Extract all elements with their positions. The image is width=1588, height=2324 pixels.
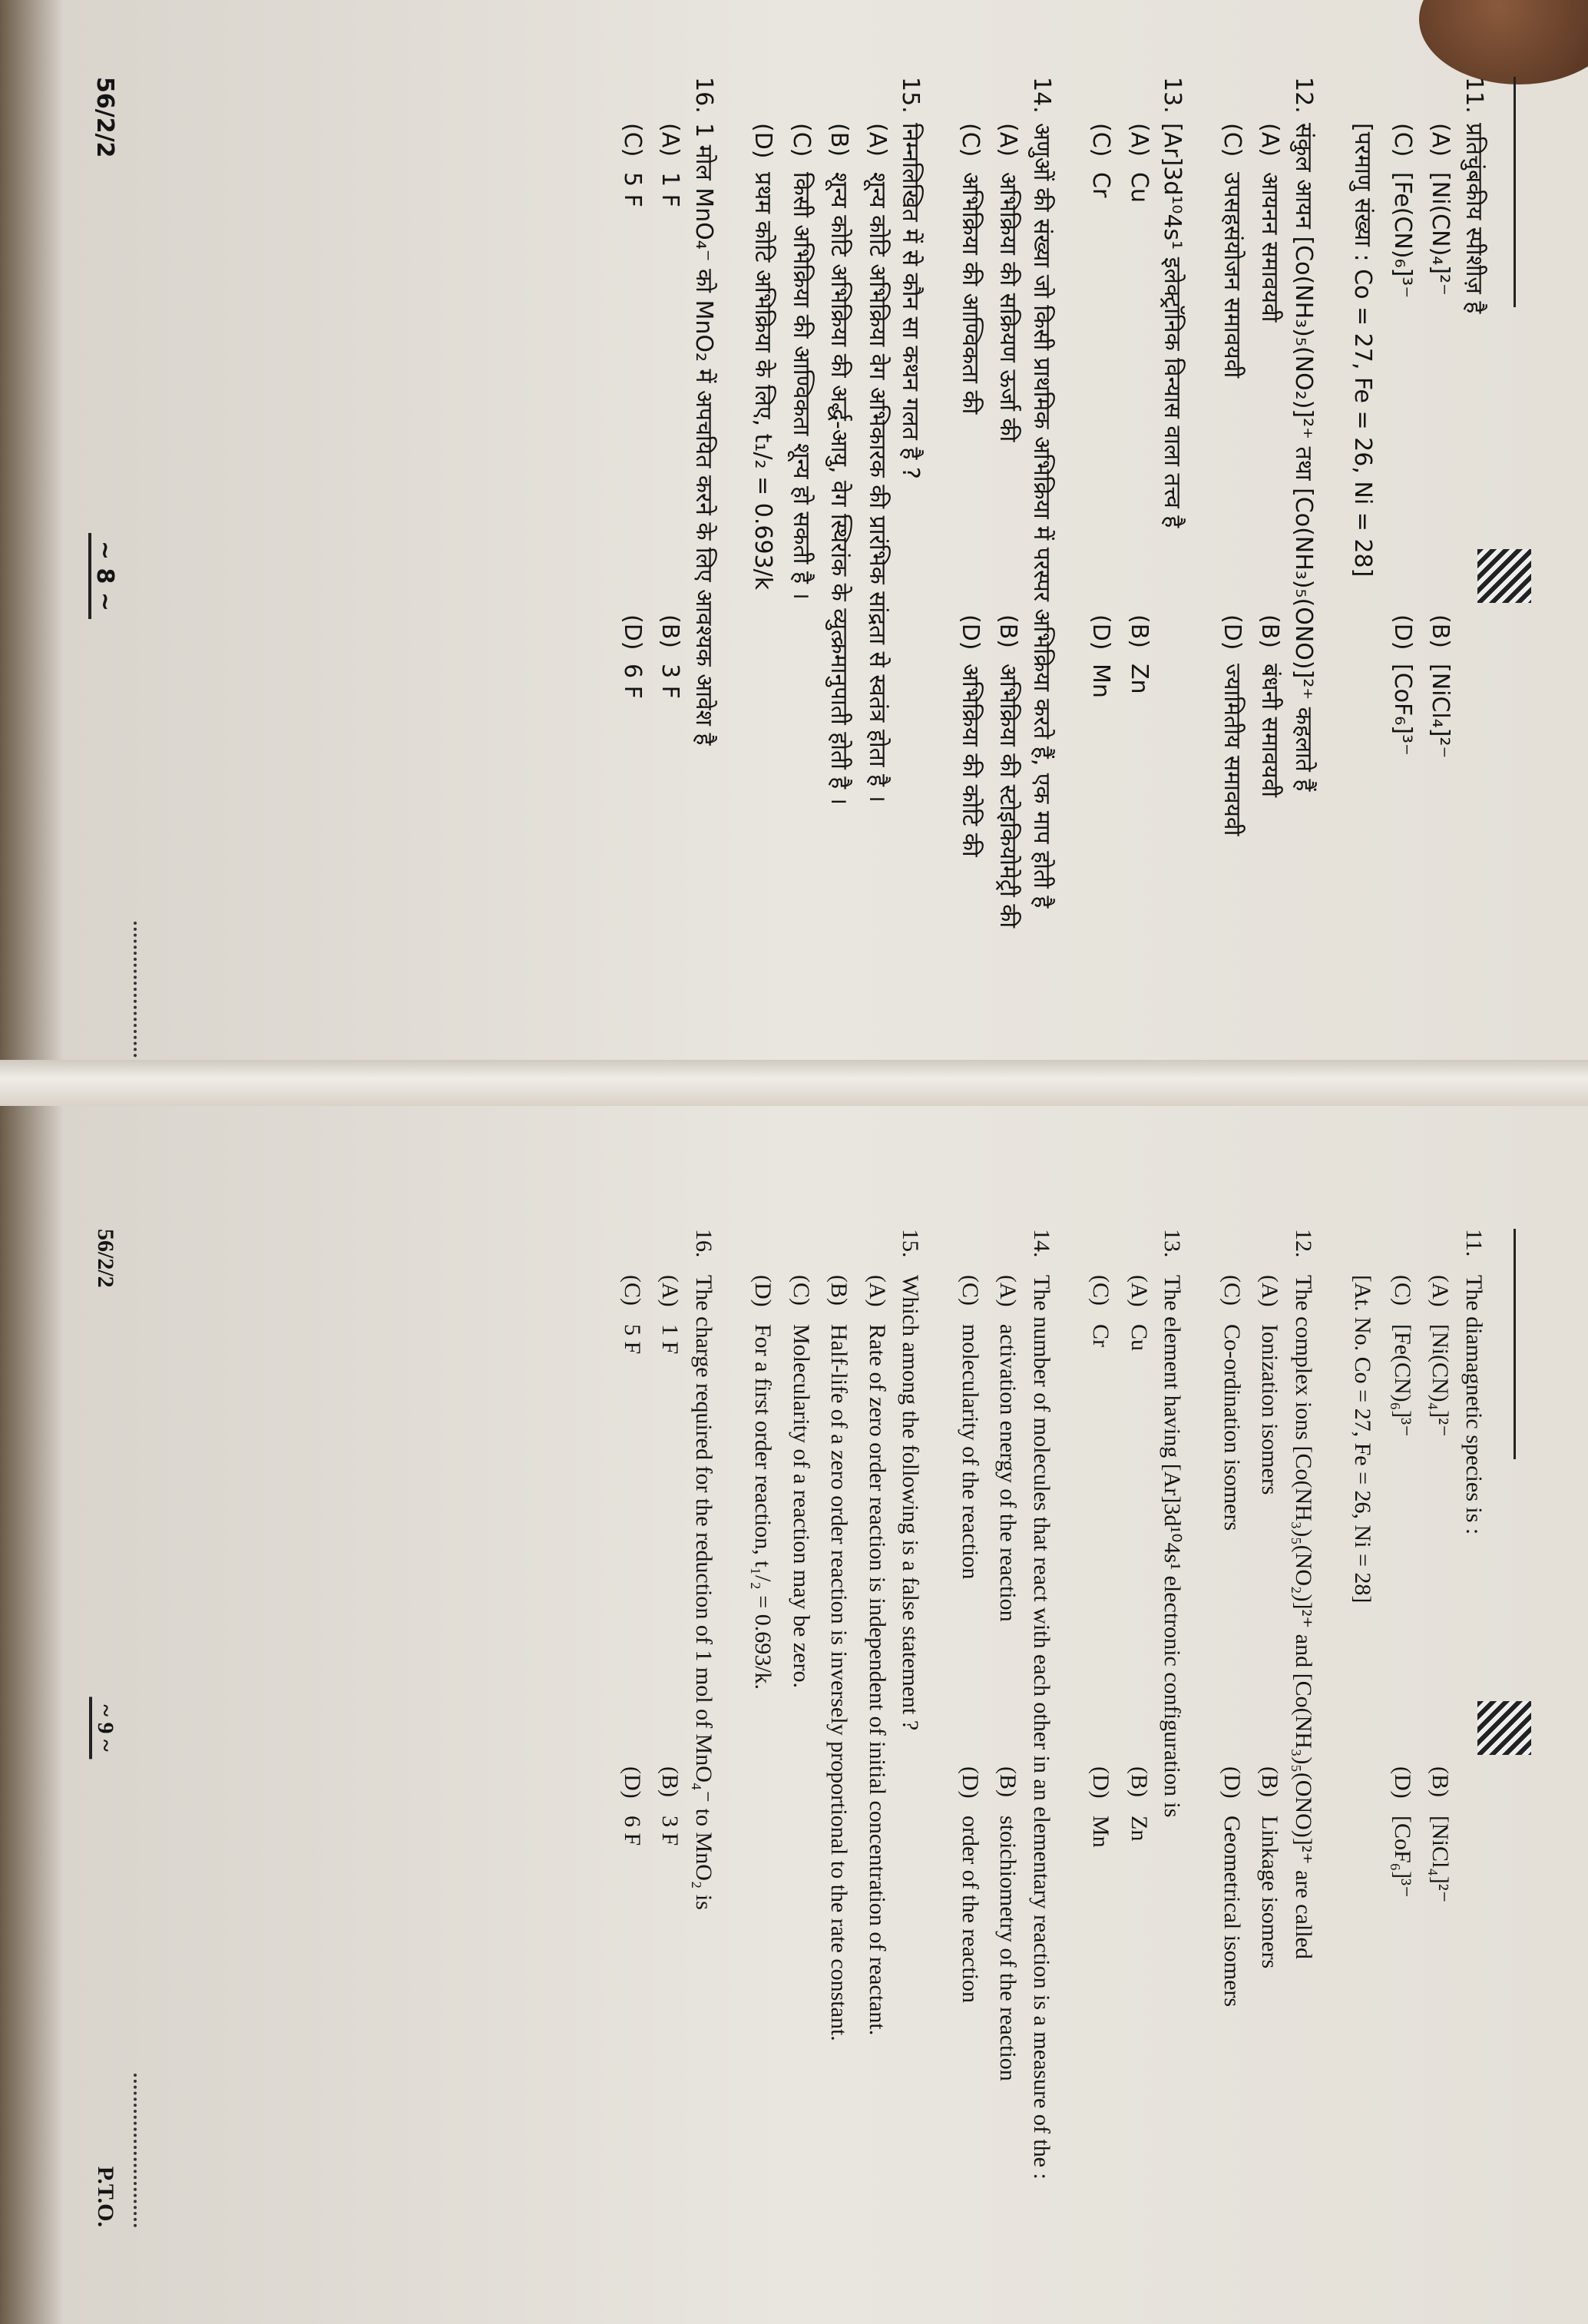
option-c xyxy=(616,123,650,584)
page-number: ~ 9 ~ xyxy=(89,1697,118,1759)
option-label: (C) xyxy=(1219,1275,1245,1306)
option-text: order of the reaction xyxy=(958,1816,983,2004)
option-list xyxy=(1084,1275,1156,2227)
option-text: अभिक्रिया की स्टोइकियोमेट्री की xyxy=(994,664,1022,929)
option-label: (D) xyxy=(1390,1766,1415,1799)
option-text: अभिक्रिया की कोटि की xyxy=(957,664,984,857)
option-list xyxy=(1216,123,1287,1075)
option-label: (A) xyxy=(1257,1275,1283,1307)
option-list xyxy=(1084,123,1156,1075)
option-text: Rate of zero order reaction is independent of initial concentration of reactant. xyxy=(865,1324,890,2036)
option-text: 3 F xyxy=(657,1816,683,1846)
option-a xyxy=(1424,1275,1457,1736)
option-list xyxy=(746,1275,894,2227)
option-text: Geometrical isomers xyxy=(1219,1816,1245,2008)
english-page xyxy=(0,1152,1588,2304)
question-number: 11. xyxy=(1461,77,1487,114)
option-text: Ionization isomers xyxy=(1257,1324,1283,1495)
option-d xyxy=(1386,614,1420,1075)
option-label: (A) xyxy=(1428,1275,1454,1307)
question-text: The charge required for the reduction of 1 mol of MnO₄⁻ to MnO₂ is xyxy=(691,1275,716,1910)
pto-label: P.T.O. xyxy=(93,2166,118,2227)
squiggle-divider xyxy=(134,2074,147,2227)
question-number: 13. xyxy=(1159,77,1186,114)
question-text: अणुओं की संख्या जो किसी प्राथमिक अभिक्रिया में परस्पर अभिक्रिया करते हैं, एक माप होती है xyxy=(1028,123,1055,909)
option-label: (C) xyxy=(958,1275,983,1306)
option-text: Zn xyxy=(1126,664,1153,694)
question-stem xyxy=(1287,77,1321,1075)
option-label: (B) xyxy=(826,1275,852,1306)
option-label: (D) xyxy=(620,1766,645,1799)
option-label: (A) xyxy=(995,1275,1021,1307)
option-text: Cr xyxy=(1087,172,1115,198)
option-text: बंधनी समावयवी xyxy=(1256,664,1284,798)
option-label: (A) xyxy=(865,1275,890,1307)
option-label: (C) xyxy=(1390,1275,1415,1306)
option-b xyxy=(822,123,856,1075)
option-label: (B) xyxy=(1428,1766,1454,1797)
option-d xyxy=(1216,614,1249,1075)
top-rule xyxy=(1514,77,1516,307)
option-text: [CoF₆]³⁻ xyxy=(1390,1816,1415,1898)
option-d xyxy=(1216,1766,1249,2227)
option-list xyxy=(616,1275,687,2227)
option-text: 6 F xyxy=(620,1816,645,1846)
option-c xyxy=(785,123,819,1075)
option-text: 1 F xyxy=(657,1324,683,1355)
question-stem xyxy=(1156,1229,1189,2227)
option-label: (C) xyxy=(788,123,815,157)
option-label: (C) xyxy=(1219,123,1246,157)
option-list xyxy=(1386,123,1457,1075)
question-11 xyxy=(1346,1229,1490,2227)
option-label: (D) xyxy=(750,1275,776,1307)
option-d xyxy=(954,1766,988,2227)
option-text: Half-life of a zero order reaction is inversely proportional to the rate constant. xyxy=(826,1324,852,2041)
hindi-page-content xyxy=(41,23,1547,1129)
question-stem xyxy=(894,77,928,1075)
option-label: (A) xyxy=(657,1275,683,1307)
question-text: [Ar]3d¹⁰4s¹ इलेक्ट्रॉनिक विन्यास वाला तत्त्व है xyxy=(1159,123,1186,528)
page-number: ~ 8 ~ xyxy=(88,533,118,619)
option-text: ज्यामितीय समावयवी xyxy=(1219,664,1246,836)
option-label: (D) xyxy=(1389,614,1416,651)
question-text: Which among the following is a false statement ? xyxy=(898,1275,924,1731)
question-stem xyxy=(894,1229,928,2227)
option-label: (A) xyxy=(864,123,891,157)
option-b xyxy=(1424,1766,1457,2227)
option-c xyxy=(1084,123,1118,584)
option-label: (D) xyxy=(1219,1766,1245,1799)
option-text: प्रथम कोटि अभिक्रिया के लिए, t₁/₂ = 0.693/k xyxy=(749,172,777,591)
option-text: अभिक्रिया की आण्विकता की xyxy=(957,172,984,415)
option-a xyxy=(1123,123,1156,584)
question-stem xyxy=(1025,77,1059,1075)
option-text: stoichiometry of the reaction xyxy=(995,1816,1021,2081)
question-16 xyxy=(616,77,721,1075)
question-13 xyxy=(1084,77,1189,1075)
option-text: Linkage isomers xyxy=(1257,1816,1283,1969)
question-stem xyxy=(687,1229,721,2227)
option-label: (C) xyxy=(789,1275,814,1306)
option-b xyxy=(1253,614,1287,1075)
question-stem xyxy=(1025,1229,1059,2227)
question-14 xyxy=(954,77,1059,1075)
option-a xyxy=(653,123,687,584)
option-b xyxy=(1424,614,1457,1075)
option-text: 5 F xyxy=(620,1324,645,1355)
option-label: (C) xyxy=(619,123,646,157)
option-label: (D) xyxy=(619,614,646,651)
option-text: Mn xyxy=(1088,1816,1114,1848)
top-rule xyxy=(1514,1229,1516,1459)
question-text: 1 मोल MnO₄⁻ को MnO₂ में अपचयित करने के लिए आवश्यक आवेश है xyxy=(690,123,717,746)
option-text: Mn xyxy=(1087,664,1115,698)
question-12 xyxy=(1216,77,1321,1075)
option-label: (C) xyxy=(1389,123,1416,157)
option-text: For a first order reaction, t₁/₂ = 0.693/k. xyxy=(750,1324,776,1690)
option-label: (C) xyxy=(620,1275,645,1306)
option-label: (B) xyxy=(995,1766,1021,1797)
option-text: Cr xyxy=(1088,1324,1114,1347)
option-c xyxy=(954,1275,988,1736)
option-list xyxy=(1216,1275,1287,2227)
atomic-number-note: [At. No. Co = 27, Fe = 26, Ni = 28] xyxy=(1350,1275,1376,1604)
english-page-content xyxy=(41,1175,1547,2281)
option-text: 3 F xyxy=(657,664,684,699)
option-a xyxy=(991,1275,1025,1736)
option-label: (A) xyxy=(657,123,684,157)
option-d xyxy=(746,1275,780,2227)
option-text: अभिक्रिया की सक्रियण ऊर्जा की xyxy=(994,172,1022,442)
option-text: Co-ordination isomers xyxy=(1219,1324,1245,1531)
option-label: (B) xyxy=(994,614,1022,648)
option-b xyxy=(1123,614,1156,1075)
squiggle-divider xyxy=(134,922,147,1075)
option-label: (B) xyxy=(657,614,684,648)
option-text: 5 F xyxy=(619,172,646,207)
option-text: [Fe(CN)₆]³⁻ xyxy=(1390,1324,1415,1437)
option-c xyxy=(1216,123,1249,584)
option-d xyxy=(616,1766,650,2227)
option-c xyxy=(1084,1275,1118,1736)
question-16 xyxy=(616,1229,721,2227)
qr-code-icon xyxy=(1477,549,1531,603)
question-stem xyxy=(1287,1229,1321,2227)
question-text: The element having [Ar]3d¹⁰4s¹ electronic configuration is xyxy=(1160,1275,1186,1818)
question-text: The number of molecules that react with each other in an elementary reaction is a measure of the : xyxy=(1029,1275,1054,2180)
option-list xyxy=(746,123,894,1075)
option-list xyxy=(954,123,1025,1075)
option-c xyxy=(1386,123,1420,584)
option-label: (A) xyxy=(1126,1275,1152,1307)
option-c xyxy=(785,1275,819,2227)
question-text: The diamagnetic species is : xyxy=(1461,1275,1487,1535)
option-text: [Fe(CN)₆]³⁻ xyxy=(1389,172,1416,299)
option-label: (D) xyxy=(749,123,777,159)
option-a xyxy=(1424,123,1457,584)
option-b xyxy=(1253,1766,1287,2227)
option-label: (B) xyxy=(1427,614,1454,648)
option-b xyxy=(1123,1766,1156,2227)
option-b xyxy=(991,1766,1025,2227)
option-a xyxy=(1253,123,1287,584)
question-number: 12. xyxy=(1290,77,1317,114)
option-text: [NiCl₄]²⁻ xyxy=(1428,1816,1454,1903)
question-12 xyxy=(1216,1229,1321,2227)
option-text: activation energy of the reaction xyxy=(995,1324,1021,1622)
option-a xyxy=(1123,1275,1156,1736)
option-a xyxy=(991,123,1025,584)
option-d xyxy=(1386,1766,1420,2227)
option-d xyxy=(954,614,988,1075)
option-b xyxy=(653,614,687,1075)
question-text: The complex ions [Co(NH₃)₅(NO₂)]²⁺ and [Co(NH₃)₅(ONO)]²⁺ are called xyxy=(1291,1275,1316,1959)
question-15 xyxy=(746,1229,928,2227)
option-label: (B) xyxy=(825,123,853,157)
option-label: (B) xyxy=(1256,614,1284,648)
option-a xyxy=(1253,1275,1287,1736)
question-text: निम्नलिखित में से कौन सा कथन गलत है ? xyxy=(897,123,925,479)
question-number: 16. xyxy=(690,77,717,114)
option-text: Molecularity of a reaction may be zero. xyxy=(789,1324,814,1688)
question-stem xyxy=(687,77,721,1075)
atomic-number-note: [परमाणु संख्या : Co = 27, Fe = 26, Ni = 28] xyxy=(1349,123,1377,578)
question-text: प्रतिचुंबकीय स्पीशीज़ है xyxy=(1461,123,1487,314)
option-list xyxy=(616,123,687,1075)
option-label: (C) xyxy=(1088,1275,1114,1306)
option-text: [NiCl₄]²⁻ xyxy=(1427,664,1454,759)
option-text: Cu xyxy=(1126,172,1153,203)
question-number: 14. xyxy=(1028,77,1055,114)
option-label: (B) xyxy=(657,1766,683,1797)
hindi-footer xyxy=(72,77,118,1075)
option-text: उपसहसंयोजन समावयवी xyxy=(1219,172,1246,379)
option-label: (B) xyxy=(1126,614,1153,648)
hindi-question-list xyxy=(616,77,1491,1075)
option-text: [CoF₆]³⁻ xyxy=(1389,664,1416,756)
book-spine xyxy=(0,1060,1588,1106)
option-a xyxy=(653,1275,687,1736)
option-label: (D) xyxy=(958,1766,983,1799)
option-b xyxy=(822,1275,856,2227)
option-text: 6 F xyxy=(619,664,646,699)
option-label: (D) xyxy=(1088,1766,1114,1799)
option-label: (D) xyxy=(957,614,984,651)
option-d xyxy=(1084,614,1118,1075)
question-14 xyxy=(954,1229,1059,2227)
option-text: शून्य कोटि अभिक्रिया की अर्द्ध-आयु, वेग स्थिरांक के व्युत्क्रमानुपाती होती है । xyxy=(825,172,853,806)
question-13 xyxy=(1084,1229,1189,2227)
option-text: किसी अभिक्रिया की आण्विकता शून्य हो सकती है । xyxy=(788,172,815,600)
paper-code: 56/2/2 xyxy=(91,77,118,158)
option-text: [Ni(CN)₄]²⁻ xyxy=(1427,172,1454,296)
question-15 xyxy=(746,77,928,1075)
option-c xyxy=(1386,1275,1420,1736)
question-number: 16. xyxy=(691,1229,716,1258)
english-footer xyxy=(72,1229,118,2227)
option-d xyxy=(746,123,780,1075)
option-label: (C) xyxy=(1087,123,1115,157)
question-number: 15. xyxy=(897,77,925,114)
option-a xyxy=(861,1275,895,2227)
option-text: molecularity of the reaction xyxy=(958,1324,983,1580)
question-number: 14. xyxy=(1029,1229,1054,1258)
question-number: 13. xyxy=(1160,1229,1186,1258)
option-text: 1 F xyxy=(657,172,684,207)
hindi-page xyxy=(0,0,1588,1152)
question-number: 11. xyxy=(1461,1229,1487,1257)
option-text: शून्य कोटि अभिक्रिया वेग अभिकारक की प्रारंभिक सांद्रता से स्वतंत्र होता है । xyxy=(864,172,891,803)
question-stem xyxy=(1156,77,1189,1075)
option-c xyxy=(1216,1275,1249,1736)
question-number: 12. xyxy=(1291,1229,1316,1258)
option-label: (C) xyxy=(957,123,984,157)
option-text: Cu xyxy=(1126,1324,1152,1352)
option-label: (A) xyxy=(1427,123,1454,157)
option-label: (B) xyxy=(1126,1766,1152,1797)
option-d xyxy=(1084,1766,1118,2227)
option-a xyxy=(861,123,895,1075)
option-b xyxy=(991,614,1025,1075)
option-text: Zn xyxy=(1126,1816,1152,1842)
option-text: आयनन समावयवी xyxy=(1256,172,1284,323)
option-label: (D) xyxy=(1087,614,1115,651)
paper-code: 56/2/2 xyxy=(93,1229,118,1288)
english-question-list xyxy=(616,1229,1491,2227)
option-label: (A) xyxy=(994,123,1022,157)
option-d xyxy=(616,614,650,1075)
option-c xyxy=(954,123,988,584)
qr-code-icon xyxy=(1477,1701,1531,1755)
question-11 xyxy=(1346,77,1490,1075)
option-list xyxy=(1386,1275,1457,2227)
option-label: (A) xyxy=(1126,123,1153,157)
option-label: (B) xyxy=(1257,1766,1283,1797)
option-list xyxy=(954,1275,1025,2227)
question-text: संकुल आयन [Co(NH₃)₅(NO₂)]²⁺ तथा [Co(NH₃)₅(ONO)]²⁺ कहलाते हैं xyxy=(1290,123,1317,792)
question-number: 15. xyxy=(898,1229,924,1258)
option-label: (D) xyxy=(1219,614,1246,651)
option-text: [Ni(CN)₄]²⁻ xyxy=(1428,1324,1454,1437)
option-c xyxy=(616,1275,650,1736)
option-label: (A) xyxy=(1256,123,1284,157)
option-b xyxy=(653,1766,687,2227)
